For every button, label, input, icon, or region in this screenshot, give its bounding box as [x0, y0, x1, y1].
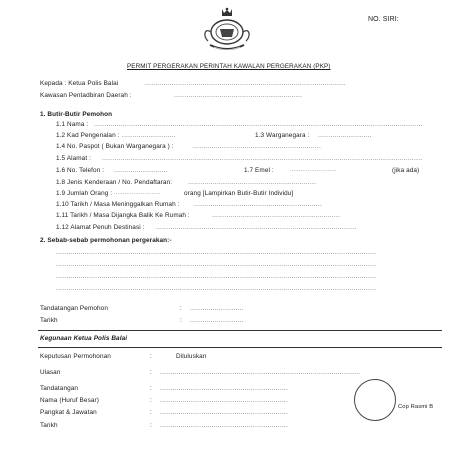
keputusan-label: Keputusan Permohonan — [40, 353, 111, 360]
tarikh-pemohon-label: Tarikh — [40, 317, 58, 324]
kawasan-label: Kawasan Pentadbiran Daerah : — [40, 92, 132, 99]
jumlah-orang-field[interactable]: .......................... — [114, 190, 161, 196]
emel-field[interactable]: .......................... — [290, 167, 337, 173]
colon: : — [180, 317, 182, 324]
official-use-heading: Kegunaan Ketua Polis Balai — [40, 335, 128, 342]
colon: : — [150, 353, 152, 360]
jumlah-orang-label: 1.9 Jumlah Orang : — [56, 190, 113, 197]
kepada-field[interactable]: ................................................................................................. — [145, 81, 346, 87]
pangkat-jawatan-label: Pangkat & Jawatan — [40, 409, 97, 416]
official-stamp-circle — [354, 379, 396, 421]
tarikh-balik-label: 1.11 Tarikh / Masa Dijangka Balik Ke Rumah : — [56, 212, 190, 219]
destinasi-label: 1.12 Alamat Penuh Destinasi : — [56, 224, 145, 231]
colon: : — [150, 369, 152, 376]
serial-number-label: NO. SIRI: — [368, 16, 399, 23]
paspot-label: 1.4 No. Paspot ( Bukan Warganegara ) : — [56, 143, 174, 150]
tarikh-keluar-label: 1.10 Tarikh / Masa Meninggalkan Rumah : — [56, 201, 180, 208]
colon: : — [150, 385, 152, 392]
tarikh-keluar-field[interactable]: .............................................................. — [194, 202, 323, 208]
colon: : — [180, 305, 182, 312]
police-crest-emblem — [198, 7, 256, 55]
sebab-line-2[interactable]: ........................................................................................................................................................... — [56, 262, 377, 268]
section-divider — [38, 347, 442, 348]
tandatangan-label: Tandatangan — [40, 385, 79, 392]
section-divider — [38, 330, 442, 331]
section-1-heading: 1. Butir-Butir Pemohon — [40, 111, 113, 118]
diluluskan-value[interactable]: Diluluskan — [176, 353, 207, 360]
paspot-field[interactable]: .............................................................. — [193, 144, 322, 150]
ulasan-label: Ulasan — [40, 369, 61, 376]
section-2-heading: 2. Sebab-sebab permohonan pergerakan:- — [40, 237, 172, 244]
colon: : — [150, 409, 152, 416]
jumlah-orang-suffix: orang [Lampirkan Butir-Butir Individu] — [184, 190, 294, 197]
sebab-line-1[interactable]: ........................................................................................................................................................... — [56, 250, 377, 256]
alamat-label: 1.5 Alamat : — [56, 155, 91, 162]
kenderaan-label: 1.8 Jenis Kenderaan / No. Pendaftaran: — [56, 179, 173, 186]
tarikh-field[interactable]: .............................................................. — [160, 423, 289, 429]
form-title: PERMIT PERGERAKAN PERINTAH KAWALAN PERGERAKAN (PKP) — [127, 63, 331, 70]
sebab-line-3[interactable]: ........................................................................................................................................................... — [56, 274, 377, 280]
alamat-field[interactable]: ........................................................................................................................................................... — [102, 156, 423, 162]
nama-field[interactable]: ............................................................................................................................................................... — [94, 122, 423, 128]
kepada-label: Kepada : Ketua Polis Balai — [40, 80, 119, 87]
tandatangan-pemohon-field[interactable]: .......................... — [190, 306, 244, 312]
tarikh-pemohon-field[interactable]: .......................... — [190, 318, 244, 324]
kad-pengenalan-label: 1.2 Kad Pengenalan : — [56, 132, 120, 139]
telefon-field[interactable]: .......................... — [114, 168, 168, 174]
emel-label: 1.7 Emel : — [244, 167, 274, 174]
kawasan-field[interactable]: .............................................................. — [174, 93, 303, 99]
ulasan-field[interactable]: ................................................................................................. — [160, 370, 361, 376]
kenderaan-field[interactable]: .............................................................. — [188, 180, 317, 186]
warganegara-field[interactable]: .......................... — [318, 133, 372, 139]
nama-huruf-besar-field[interactable]: .............................................................. — [160, 398, 289, 404]
kad-pengenalan-field[interactable]: .......................... — [122, 133, 176, 139]
tarikh-balik-field[interactable]: .............................................................. — [212, 213, 341, 219]
pangkat-jawatan-field[interactable]: .............................................................. — [160, 410, 289, 416]
tandatangan-field[interactable]: .............................................................. — [160, 386, 289, 392]
cop-rasmi-label: Cop Rasmi B — [398, 404, 434, 410]
jika-ada-note: (jika ada) — [392, 167, 420, 174]
nama-huruf-besar-label: Nama (Huruf Besar) — [40, 397, 99, 404]
sebab-line-4[interactable]: ........................................................................................................................................................... — [56, 286, 377, 292]
colon: : — [150, 397, 152, 404]
colon: : — [150, 422, 152, 429]
telefon-label: 1.6 No. Telefon : — [56, 167, 105, 174]
tandatangan-pemohon-label: Tandatangan Pemohon — [40, 305, 108, 312]
destinasi-field[interactable]: ................................................................................................. — [156, 225, 357, 231]
nama-label: 1.1 Nama : — [56, 121, 89, 128]
tarikh-label: Tarikh — [40, 422, 58, 429]
warganegara-label: 1.3 Warganegara : — [255, 132, 310, 139]
